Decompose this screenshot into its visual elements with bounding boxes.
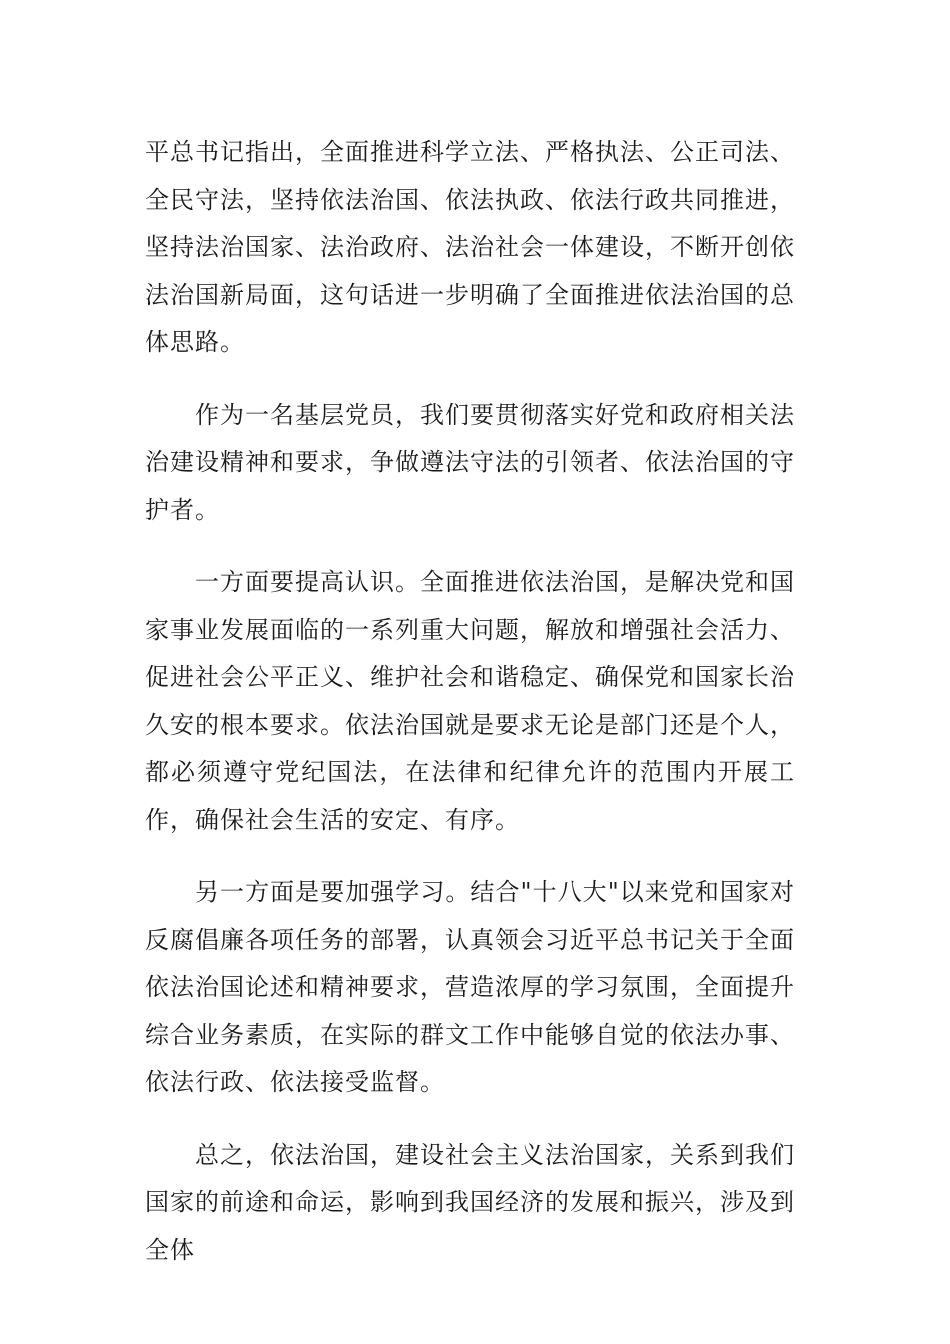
paragraph-5: 总之，依法治国，建设社会主义法治国家，关系到我们国家的前途和命运，影响到我国经济的发展和振兴，涉及到全体 [145,1140,795,1264]
paragraph-2: 作为一名基层党员，我们要贯彻落实好党和政府相关法治建设精神和要求，争做遵法守法的引领者、依法治国的守护者。 [145,400,795,524]
paragraph-4: 另一方面是要加强学习。结合"十八大"以来党和国家对反腐倡廉各项任务的部署，认真领会习近平总书记关于全面依法治国论述和精神要求，营造浓厚的学习氛围，全面提升综合业务素质，在实际的群文工作中能够自觉的依法办事、依法行政、依法接受监督。 [145,878,795,1096]
document-body [145,129,795,1299]
paragraph-1: 平总书记指出，全面推进科学立法、严格执法、公正司法、全民守法，坚持依法治国、依法执政、依法行政共同推进，坚持法治国家、法治政府、法治社会一体建设，不断开创依法治国新局面，这句话进一步明确了全面推进依法治国的总体思路。 [145,138,795,356]
paragraph-3: 一方面要提高认识。全面推进依法治国，是解决党和国家事业发展面临的一系列重大问题，解放和增强社会活力、促进社会公平正义、维护社会和谐稳定、确保党和国家长治久安的根本要求。依法治国就是要求无论是部门还是个人，都必须遵守党纪国法，在法律和纪律允许的范围内开展工作，确保社会生活的安定、有序。 [145,568,795,834]
